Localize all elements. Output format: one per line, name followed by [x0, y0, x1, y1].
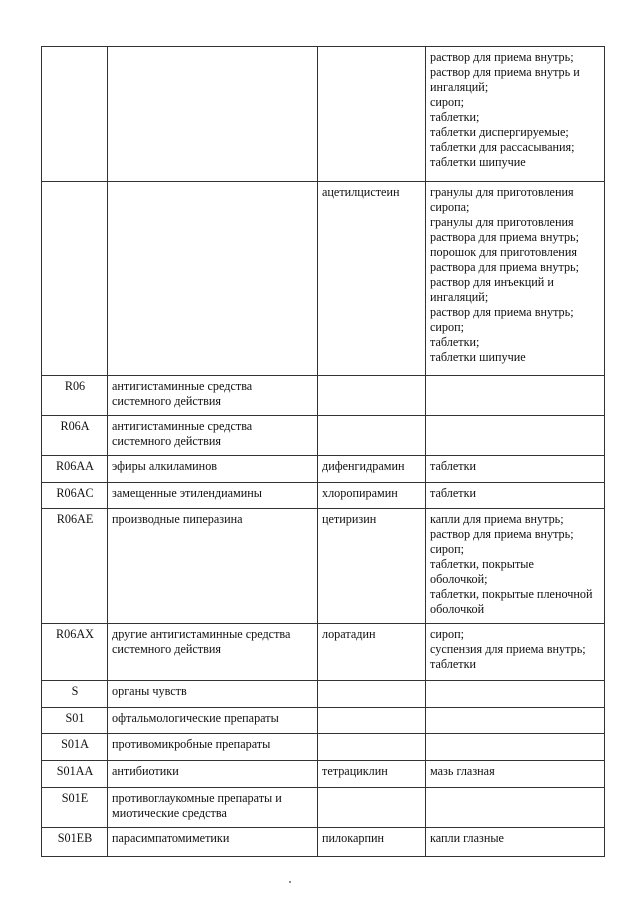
- group-name-line: антигистаминные средства: [112, 419, 253, 433]
- inn-cell: [318, 416, 426, 456]
- inn-cell: [318, 708, 426, 734]
- atc-group-name-cell: [108, 509, 318, 624]
- dosage-forms-cell: [426, 788, 605, 828]
- dosage-forms-cell: [426, 624, 605, 681]
- table-row: [42, 761, 605, 788]
- atc-group-name-cell: [108, 788, 318, 828]
- atc-code-cell: R06A: [42, 416, 108, 456]
- atc-code-cell: [42, 47, 108, 182]
- table-row: [42, 483, 605, 509]
- group-name-line: системного действия: [112, 394, 221, 408]
- atc-code-cell: S01EB: [42, 828, 108, 857]
- dosage-forms-cell: [426, 456, 605, 483]
- table-row: [42, 624, 605, 681]
- atc-group-name-cell: [108, 182, 318, 376]
- atc-group-name-cell: [108, 47, 318, 182]
- dosage-form-line: раствор для приема внутрь и: [430, 65, 580, 79]
- dosage-form-line: таблетки: [430, 486, 477, 500]
- dosage-form-line: сиропа;: [430, 200, 470, 214]
- inn-cell: [318, 681, 426, 708]
- dosage-form-line: раствор для инъекций и: [430, 275, 554, 289]
- group-name-line: органы чувств: [112, 684, 187, 698]
- dosage-form-line: таблетки шипучие: [430, 155, 526, 169]
- inn-cell: хлоропирамин: [318, 483, 426, 509]
- drug-classification-table: [41, 46, 605, 857]
- dosage-form-line: сироп;: [430, 542, 465, 556]
- inn-cell: [318, 47, 426, 182]
- dosage-forms-cell: [426, 47, 605, 182]
- dosage-forms-cell: [426, 761, 605, 788]
- table-row: [42, 708, 605, 734]
- atc-group-name-cell: [108, 456, 318, 483]
- group-name-line: противоглаукомные препараты и: [112, 791, 282, 805]
- dosage-form-line: мазь глазная: [430, 764, 495, 778]
- dosage-form-line: гранулы для приготовления: [430, 215, 574, 229]
- dosage-form-line: таблетки, покрытые пленочной: [430, 587, 593, 601]
- atc-code-cell: S01A: [42, 734, 108, 761]
- atc-group-name-cell: [108, 734, 318, 761]
- dosage-form-line: таблетки: [430, 459, 477, 473]
- atc-group-name-cell: [108, 483, 318, 509]
- group-name-line: противомикробные препараты: [112, 737, 271, 751]
- dosage-form-line: капли глазные: [430, 831, 504, 845]
- group-name-line: замещенные этилендиамины: [112, 486, 262, 500]
- dosage-forms-cell: [426, 376, 605, 416]
- group-name-line: парасимпатомиметики: [112, 831, 230, 845]
- inn-cell: [318, 734, 426, 761]
- group-name-line: системного действия: [112, 434, 221, 448]
- table-row: [42, 456, 605, 483]
- dosage-forms-cell: [426, 708, 605, 734]
- atc-code-cell: R06AC: [42, 483, 108, 509]
- atc-code-cell: [42, 182, 108, 376]
- dosage-form-line: таблетки для рассасывания;: [430, 140, 575, 154]
- atc-code-cell: S01AA: [42, 761, 108, 788]
- atc-code-cell: R06AX: [42, 624, 108, 681]
- inn-cell: тетрациклин: [318, 761, 426, 788]
- dosage-form-line: таблетки, покрытые: [430, 557, 534, 571]
- dosage-form-line: сироп;: [430, 95, 465, 109]
- inn-cell: пилокарпин: [318, 828, 426, 857]
- group-name-line: эфиры алкиламинов: [112, 459, 218, 473]
- atc-code-cell: R06AA: [42, 456, 108, 483]
- dosage-form-line: раствор для приема внутрь;: [430, 527, 574, 541]
- dosage-form-line: сироп;: [430, 320, 465, 334]
- dosage-form-line: таблетки;: [430, 335, 480, 349]
- group-name-line: офтальмологические препараты: [112, 711, 279, 725]
- table-row: [42, 182, 605, 376]
- table-row: [42, 681, 605, 708]
- table-row: [42, 376, 605, 416]
- dosage-form-line: раствор для приема внутрь;: [430, 50, 574, 64]
- inn-cell: лоратадин: [318, 624, 426, 681]
- table-row: [42, 47, 605, 182]
- dosage-form-line: ингаляций;: [430, 80, 489, 94]
- atc-group-name-cell: [108, 624, 318, 681]
- group-name-line: антигистаминные средства: [112, 379, 253, 393]
- dosage-form-line: суспензия для приема внутрь;: [430, 642, 586, 656]
- inn-cell: дифенгидрамин: [318, 456, 426, 483]
- dosage-form-line: сироп;: [430, 627, 465, 641]
- inn-cell: [318, 376, 426, 416]
- atc-code-cell: S01: [42, 708, 108, 734]
- dosage-form-line: гранулы для приготовления: [430, 185, 574, 199]
- dosage-forms-cell: [426, 734, 605, 761]
- group-name-line: антибиотики: [112, 764, 179, 778]
- table-row: [42, 734, 605, 761]
- dosage-form-line: порошок для приготовления: [430, 245, 577, 259]
- dosage-form-line: капли для приема внутрь;: [430, 512, 564, 526]
- atc-group-name-cell: [108, 708, 318, 734]
- group-name-line: другие антигистаминные средства: [112, 627, 291, 641]
- table-row: [42, 509, 605, 624]
- table-row: [42, 788, 605, 828]
- dosage-form-line: ингаляций;: [430, 290, 489, 304]
- atc-group-name-cell: [108, 376, 318, 416]
- table-row: [42, 416, 605, 456]
- group-name-line: системного действия: [112, 642, 221, 656]
- dosage-forms-cell: [426, 509, 605, 624]
- group-name-line: производные пиперазина: [112, 512, 243, 526]
- group-name-line: миотические средства: [112, 806, 227, 820]
- inn-cell: цетиризин: [318, 509, 426, 624]
- dosage-form-line: оболочкой: [430, 602, 485, 616]
- dosage-form-line: оболочкой;: [430, 572, 488, 586]
- atc-code-cell: R06: [42, 376, 108, 416]
- atc-group-name-cell: [108, 761, 318, 788]
- dosage-form-line: раствор для приема внутрь;: [430, 305, 574, 319]
- inn-cell: ацетилцистеин: [318, 182, 426, 376]
- inn-cell: [318, 788, 426, 828]
- scan-speck: [289, 881, 291, 883]
- dosage-form-line: таблетки;: [430, 110, 480, 124]
- table-row: [42, 828, 605, 857]
- dosage-forms-cell: [426, 182, 605, 376]
- atc-code-cell: R06AE: [42, 509, 108, 624]
- atc-group-name-cell: [108, 828, 318, 857]
- atc-group-name-cell: [108, 416, 318, 456]
- dosage-form-line: раствора для приема внутрь;: [430, 260, 580, 274]
- dosage-form-line: таблетки диспергируемые;: [430, 125, 569, 139]
- atc-code-cell: S: [42, 681, 108, 708]
- dosage-forms-cell: [426, 416, 605, 456]
- dosage-forms-cell: [426, 828, 605, 857]
- dosage-form-line: раствора для приема внутрь;: [430, 230, 580, 244]
- dosage-form-line: таблетки: [430, 657, 477, 671]
- dosage-forms-cell: [426, 483, 605, 509]
- atc-code-cell: S01E: [42, 788, 108, 828]
- dosage-form-line: таблетки шипучие: [430, 350, 526, 364]
- atc-group-name-cell: [108, 681, 318, 708]
- dosage-forms-cell: [426, 681, 605, 708]
